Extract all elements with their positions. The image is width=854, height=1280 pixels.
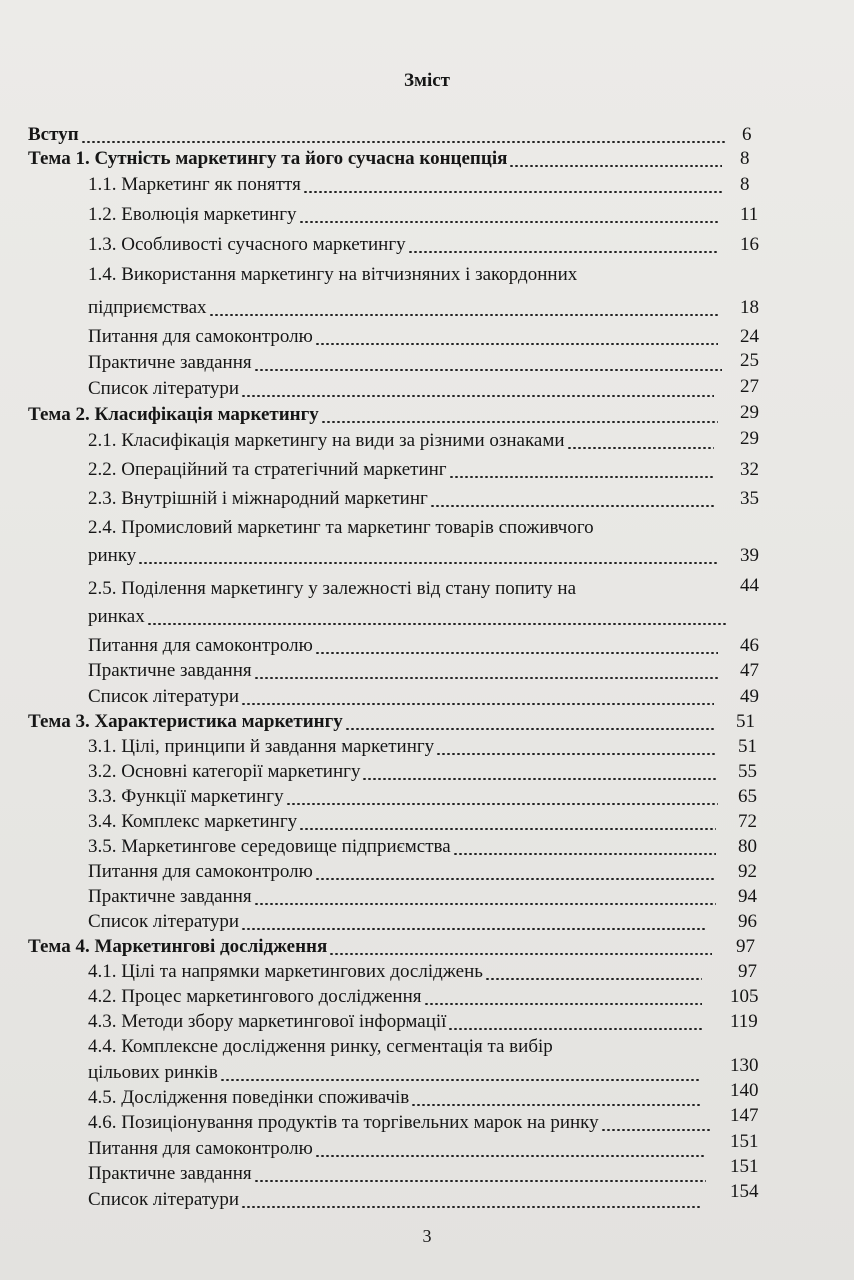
- toc-entry: [28, 148, 507, 170]
- dot-leader: [424, 1003, 702, 1005]
- toc-page-number: 72: [738, 811, 757, 832]
- toc-entry-label: 1.1. Маркетинг як поняття: [88, 174, 301, 195]
- toc-entry-label: Тема 2. Класифікація маркетингу: [28, 404, 319, 425]
- toc-entry-label: Список літератури: [88, 1189, 240, 1210]
- toc-page-number: 44: [740, 575, 759, 596]
- toc-entry: [88, 488, 428, 510]
- toc-page-number: 6: [742, 124, 752, 145]
- toc-entry: [88, 761, 360, 783]
- dot-leader: [449, 476, 714, 478]
- dot-leader: [411, 1104, 700, 1106]
- toc-page-number: 47: [740, 660, 759, 681]
- toc-page-number: 92: [738, 861, 757, 882]
- toc-page-number: 32: [740, 459, 759, 480]
- toc-page-number: 11: [740, 204, 759, 225]
- dot-leader: [254, 1180, 706, 1182]
- toc-entry-label: Список літератури: [88, 378, 240, 399]
- toc-entry: [88, 1189, 239, 1211]
- toc-entry-label: 1.2. Еволюція маркетингу: [88, 204, 297, 225]
- toc-entry: [88, 204, 297, 226]
- toc-entry-label: 4.2. Процес маркетингового дослідження: [88, 986, 422, 1007]
- toc-entry: [28, 124, 79, 146]
- toc-entry: [88, 326, 313, 348]
- toc-page-number: 154: [730, 1181, 759, 1202]
- toc-entry: [88, 886, 252, 908]
- toc-page-number: 8: [740, 148, 750, 169]
- toc-entry: [88, 1011, 446, 1033]
- toc-entry-label: 2.3. Внутрішній і міжнародний маркетинг: [88, 488, 428, 509]
- toc-entry: [88, 352, 252, 374]
- dot-leader: [147, 623, 728, 625]
- toc-entry: [88, 1163, 252, 1185]
- toc-page-number: 65: [738, 786, 757, 807]
- toc-entry-label: Практичне завдання: [88, 1163, 252, 1184]
- toc-entry: [88, 736, 434, 758]
- toc-entry-label: 1.4. Використання маркетингу на вітчизняних і закордонних: [88, 264, 578, 285]
- toc-entry-label: Практичне завдання: [88, 886, 252, 907]
- toc-entry-label: 2.2. Операційний та стратегічний маркетинг: [88, 459, 447, 480]
- toc-page-number: 140: [730, 1080, 759, 1101]
- toc-entry: [88, 430, 565, 452]
- toc-entry: [88, 1138, 313, 1160]
- toc-page-number: 97: [736, 936, 755, 957]
- toc-page-number: 39: [740, 545, 759, 566]
- toc-page-number: 119: [730, 1011, 758, 1032]
- toc-entry: [88, 545, 136, 567]
- toc-entry-label: Тема 1. Сутність маркетингу та його сучасна концепція: [28, 148, 508, 169]
- toc-entry: [88, 686, 239, 708]
- toc-entry-label: Вступ: [28, 124, 79, 145]
- toc-entry: [88, 836, 451, 858]
- toc-page-number: 25: [740, 350, 759, 371]
- toc-page-number: 49: [740, 686, 759, 707]
- toc-page-number: 96: [738, 911, 757, 932]
- dot-leader: [315, 1155, 706, 1157]
- dot-leader: [220, 1079, 700, 1081]
- toc-entry: [88, 264, 577, 286]
- toc-entry-label: 4.3. Методи збору маркетингової інформації: [88, 1011, 447, 1032]
- dot-leader: [315, 878, 716, 880]
- toc-entry: [28, 711, 343, 733]
- toc-page-number: 51: [738, 736, 757, 757]
- toc-entry: [88, 459, 447, 481]
- toc-entry-label: Питання для самоконтролю: [88, 326, 313, 347]
- toc-entry-label: Тема 3. Характеристика маркетингу: [28, 711, 343, 732]
- toc-page-number: 51: [736, 711, 755, 732]
- dot-leader: [299, 221, 718, 223]
- toc-entry: [88, 911, 239, 933]
- toc-entry-label: Практичне завдання: [88, 660, 252, 681]
- dot-leader: [286, 803, 718, 805]
- toc-entry: [88, 174, 301, 196]
- toc-page-number: 46: [740, 635, 759, 656]
- dot-leader: [448, 1028, 702, 1030]
- toc-entry: [88, 606, 145, 628]
- toc-page-number: 94: [738, 886, 757, 907]
- toc-page-number: 105: [730, 986, 759, 1007]
- toc-page-number: 24: [740, 326, 759, 347]
- toc-page-number: 35: [740, 488, 759, 509]
- toc-entry-label: 1.3. Особливості сучасного маркетингу: [88, 234, 406, 255]
- dot-leader: [241, 1206, 700, 1208]
- toc-entry: [88, 1062, 218, 1084]
- toc-entry-label: цільових ринків: [88, 1062, 218, 1083]
- toc-entry-label: 4.4. Комплексне дослідження ринку, сегментація та вибір: [88, 1036, 553, 1057]
- toc-page-number: 97: [738, 961, 757, 982]
- toc-entry-label: 3.4. Комплекс маркетингу: [88, 811, 298, 832]
- toc-entry: [88, 861, 313, 883]
- toc-page-number: 55: [738, 761, 757, 782]
- toc-entry: [28, 404, 319, 426]
- dot-leader: [254, 677, 718, 679]
- toc-entry-label: Список літератури: [88, 911, 240, 932]
- dot-leader: [408, 251, 718, 253]
- toc-entry: [88, 1036, 553, 1058]
- toc-entry-label: 2.1. Класифікація маркетингу на види за різними ознаками: [88, 430, 565, 451]
- dot-leader: [209, 314, 718, 316]
- toc-entry-label: Питання для самоконтролю: [88, 861, 313, 882]
- toc-page-number: 18: [740, 297, 759, 318]
- toc-page-number: 27: [740, 376, 759, 397]
- toc-entry: [88, 1087, 409, 1109]
- toc-entry: [88, 297, 207, 319]
- toc-entry-label: 3.3. Функції маркетингу: [88, 786, 284, 807]
- toc-entry-label: Практичне завдання: [88, 352, 252, 373]
- toc-page-number: 29: [740, 428, 759, 449]
- toc-page-number: 151: [730, 1156, 759, 1177]
- toc-entry-label: 3.5. Маркетингове середовище підприємства: [88, 836, 451, 857]
- dot-leader: [315, 343, 718, 345]
- dot-leader: [485, 978, 702, 980]
- toc-entry-label: Питання для самоконтролю: [88, 635, 313, 656]
- page-title: Зміст: [403, 70, 450, 91]
- dot-leader: [436, 753, 716, 755]
- dot-leader: [138, 562, 718, 564]
- toc-entry-label: Тема 4. Маркетингові дослідження: [28, 936, 328, 957]
- toc-page-number: 80: [738, 836, 757, 857]
- dot-leader: [509, 165, 722, 167]
- toc-entry-label: 4.6. Позиціонування продуктів та торгівельних марок на ринку: [88, 1112, 599, 1133]
- dot-leader: [321, 421, 718, 423]
- toc-entry: [88, 517, 594, 539]
- dot-leader: [241, 703, 714, 705]
- dot-leader: [453, 853, 716, 855]
- dot-leader: [601, 1129, 712, 1131]
- toc-entry: [88, 635, 313, 657]
- toc-entry-label: ринку: [88, 545, 137, 566]
- toc-page-number: 29: [740, 402, 759, 423]
- toc-entry: [88, 234, 406, 256]
- toc-entry-label: 4.5. Дослідження поведінки споживачів: [88, 1087, 410, 1108]
- toc-entry: [88, 578, 576, 600]
- toc-entry: [28, 936, 327, 958]
- toc-page-number: 130: [730, 1055, 759, 1076]
- dot-leader: [362, 778, 718, 780]
- dot-leader: [254, 369, 722, 371]
- toc-entry-label: підприємствах: [88, 297, 207, 318]
- dot-leader: [567, 447, 714, 449]
- toc-entry-label: 2.5. Поділення маркетингу у залежності від стану попиту на: [88, 578, 577, 599]
- dot-leader: [315, 652, 718, 654]
- toc-entry-label: 2.4. Промисловий маркетинг та маркетинг товарів споживчого: [88, 517, 594, 538]
- toc-entry-label: Питання для самоконтролю: [88, 1138, 313, 1159]
- dot-leader: [241, 395, 714, 397]
- dot-leader: [241, 928, 706, 930]
- toc-entry: [88, 786, 284, 808]
- dot-leader: [303, 191, 722, 193]
- toc-page-number: 147: [730, 1105, 759, 1126]
- dot-leader: [345, 728, 716, 730]
- dot-leader: [299, 828, 716, 830]
- toc-entry: [88, 961, 483, 983]
- dot-leader: [329, 953, 712, 955]
- dot-leader: [81, 141, 726, 143]
- toc-page-number: 8: [740, 174, 750, 195]
- dot-leader: [430, 505, 714, 507]
- dot-leader: [254, 903, 716, 905]
- toc-page-number: 151: [730, 1131, 759, 1152]
- toc-entry: [88, 660, 252, 682]
- toc-page-number: 16: [740, 234, 759, 255]
- toc-entry-label: 3.1. Цілі, принципи й завдання маркетингу: [88, 736, 435, 757]
- toc-entry: [88, 1112, 599, 1134]
- toc-entry-label: ринках: [88, 606, 145, 627]
- toc-entry: [88, 811, 297, 833]
- toc-entry: [88, 986, 422, 1008]
- page-number: 3: [422, 1226, 432, 1246]
- toc-entry-label: 4.1. Цілі та напрямки маркетингових досліджень: [88, 961, 483, 982]
- toc-entry: [88, 378, 239, 400]
- toc-entry-label: Список літератури: [88, 686, 240, 707]
- toc-entry-label: 3.2. Основні категорії маркетингу: [88, 761, 361, 782]
